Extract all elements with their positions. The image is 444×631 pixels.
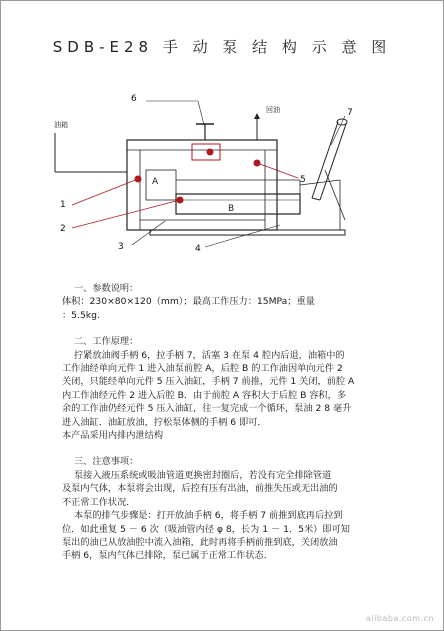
section3-para2-line: 本泵的排气步骤是：打开放油手柄 6，将手柄 7 前推到底再后拉到 (74, 510, 343, 522)
section3-heading: 三、注意事项： (74, 456, 139, 468)
chamber-a-label: A (152, 177, 159, 187)
callout-2: 2 (60, 224, 66, 234)
section2-line: 内工作油经元件 2 进入后腔 B．由于前腔 A 容积大于后腔 B 容积，多 (62, 389, 347, 401)
section1-heading: 一、参数说明： (74, 283, 139, 294)
section3-para1-line: 不正常工作状况． (62, 496, 136, 508)
section2-note: 本产品采用内排内泄结构 (62, 430, 164, 442)
chamber-b-label: B (228, 204, 235, 214)
callout-1: 1 (60, 200, 66, 210)
tank-label: 油箱 (54, 121, 68, 129)
piston (176, 194, 300, 214)
callout-7: 7 (347, 108, 353, 118)
section1-line2: ：5.5kg. (62, 309, 100, 321)
callout-6: 6 (131, 94, 137, 104)
release-valve (192, 144, 220, 160)
section2-line: 工作油经单向元件 1 进入油泵前腔 A，后腔 B 的工作油因单向元件 2 (62, 363, 343, 375)
section3-para2-line: 位．如此重复 5 － 6 次（吸油管内径 φ 8，长为 1 － 1．5米）即可知 (62, 523, 350, 535)
callout-3: 3 (118, 242, 124, 252)
callout-4: 4 (195, 244, 201, 254)
section2-line: 关闭，只能经单向元件 5 压入油缸，手柄 7 前推，元件 1 关闭，前腔 A (62, 376, 355, 388)
chamber-a (146, 170, 176, 200)
check-valve-5-marker (254, 160, 261, 167)
section3-para2-line: 泵出的油已从放油腔中流入油箱，此时再将手柄前推到底，关闭放油 (62, 536, 338, 548)
section2-heading: 二、工作原理： (74, 336, 139, 348)
section3-para2-line: 手柄 6，泵内气体已排除，泵已属于正常工作状态． (62, 550, 273, 562)
section3-para1-line: 泵接入液压系统或吸油管道更换密封圈后，若没有完全排除管道 (74, 469, 332, 481)
watermark: alibaba.com.cn (366, 614, 434, 623)
section2-line: 余的工作油仍经元件 5 压入油缸，往一复完成一个循环，泵油 2 8 毫升 (62, 403, 352, 415)
section2-line: 拧紧放油阀手柄 6，拉手柄 7，活塞 3 在泵 4 腔内后退，油箱中的 (74, 349, 345, 361)
pump-diagram (0, 80, 444, 270)
pump-body (127, 140, 277, 230)
section2-line: 进入油缸．油缸放油，拧松泵体侧的手柄 6 即可． (62, 416, 267, 428)
document-body (62, 282, 392, 563)
section3-para1-line: 及泵内气体，本泵将会出现，后控有压有出油，前推失压或无出油的 (62, 483, 338, 495)
return-label: 回油 (266, 106, 280, 114)
page-title: SDB-E28 手 动 泵 结 构 示 意 图 (52, 38, 392, 56)
callout-5: 5 (300, 175, 306, 185)
section1-line1: 体积：230×80×120（mm）；最高工作压力：15MPa；重量 (62, 296, 315, 308)
